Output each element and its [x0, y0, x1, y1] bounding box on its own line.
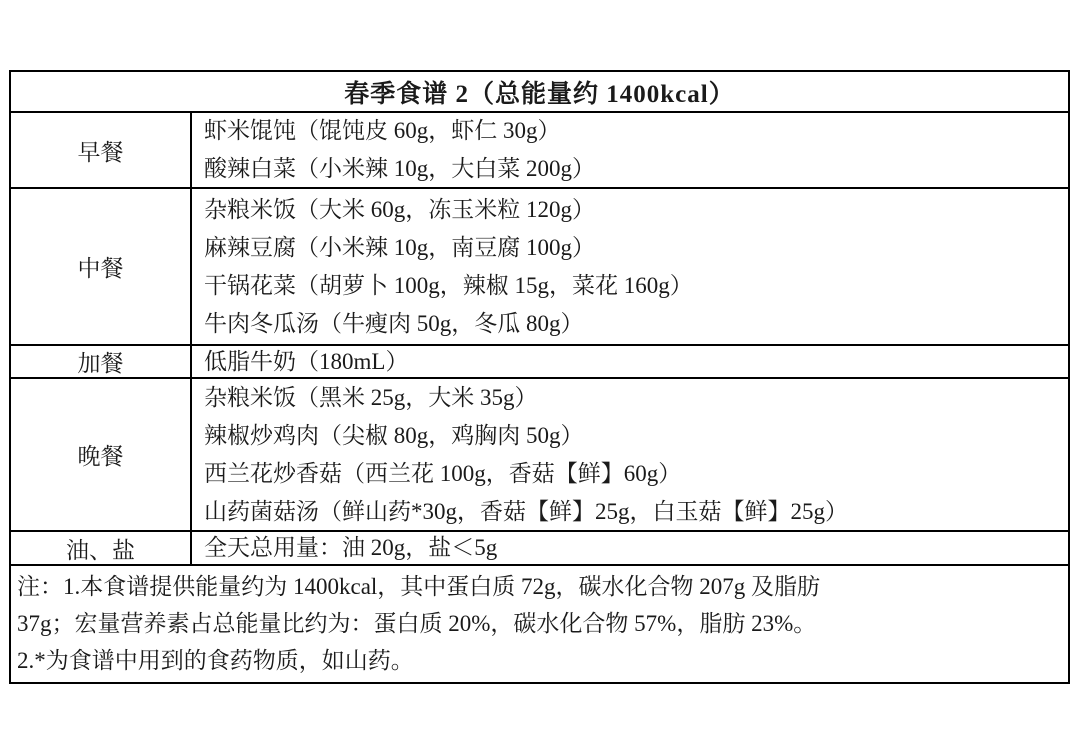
table-title: 春季食谱 2（总能量约 1400kcal） — [344, 80, 735, 108]
meal-items — [192, 113, 1068, 187]
meal-row-breakfast — [11, 113, 1068, 189]
dish-item: 低脂牛奶（180mL） — [204, 348, 409, 374]
dish-item: 牛肉冬瓜汤（牛瘦肉 50g，冬瓜 80g） — [204, 310, 584, 336]
meal-items — [192, 346, 1068, 377]
dish-item: 虾米馄饨（馄饨皮 60g，虾仁 30g） — [204, 118, 561, 143]
meal-items — [192, 379, 1068, 530]
meal-label: 晚餐 — [11, 379, 192, 530]
dish-item: 杂粮米饭（大米 60g，冻玉米粒 120g） — [204, 196, 595, 222]
dish-item: 西兰花炒香菇（西兰花 100g，香菇【鲜】60g） — [204, 460, 682, 486]
note-line: 注：1.本食谱提供能量约为 1400kcal，其中蛋白质 72g，碳水化合物 207g 及脂肪 — [17, 574, 821, 599]
meal-items — [192, 532, 1068, 564]
meal-label: 中餐 — [11, 189, 192, 344]
meal-items — [192, 189, 1068, 344]
meal-row-oil-salt — [11, 532, 1068, 566]
note-line: 37g；宏量营养素占总能量比约为：蛋白质 20%，碳水化合物 57%，脂肪 23%。 — [17, 611, 817, 636]
dish-item: 全天总用量：油 20g，盐＜5g — [204, 535, 498, 560]
dish-item: 山药菌菇汤（鲜山药*30g，香菇【鲜】25g，白玉菇【鲜】25g） — [204, 498, 848, 524]
dish-item: 干锅花菜（胡萝卜 100g，辣椒 15g，菜花 160g） — [204, 272, 693, 298]
recipe-table — [9, 70, 1070, 684]
meal-label: 加餐 — [11, 346, 192, 377]
dish-item: 麻辣豆腐（小米辣 10g，南豆腐 100g） — [204, 234, 595, 260]
note-line: 2.*为食谱中用到的食药物质，如山药。 — [17, 648, 414, 673]
meal-label: 早餐 — [11, 113, 192, 187]
dish-item: 辣椒炒鸡肉（尖椒 80g，鸡胸肉 50g） — [204, 422, 584, 448]
dish-item: 杂粮米饭（黑米 25g，大米 35g） — [204, 384, 538, 410]
note-section — [11, 566, 1068, 682]
meal-label: 油、盐 — [11, 532, 192, 564]
meal-row-lunch — [11, 189, 1068, 346]
dish-item: 酸辣白菜（小米辣 10g，大白菜 200g） — [204, 156, 595, 181]
meal-row-dinner — [11, 379, 1068, 532]
table-title-row — [11, 72, 1068, 113]
meal-row-snack — [11, 346, 1068, 379]
